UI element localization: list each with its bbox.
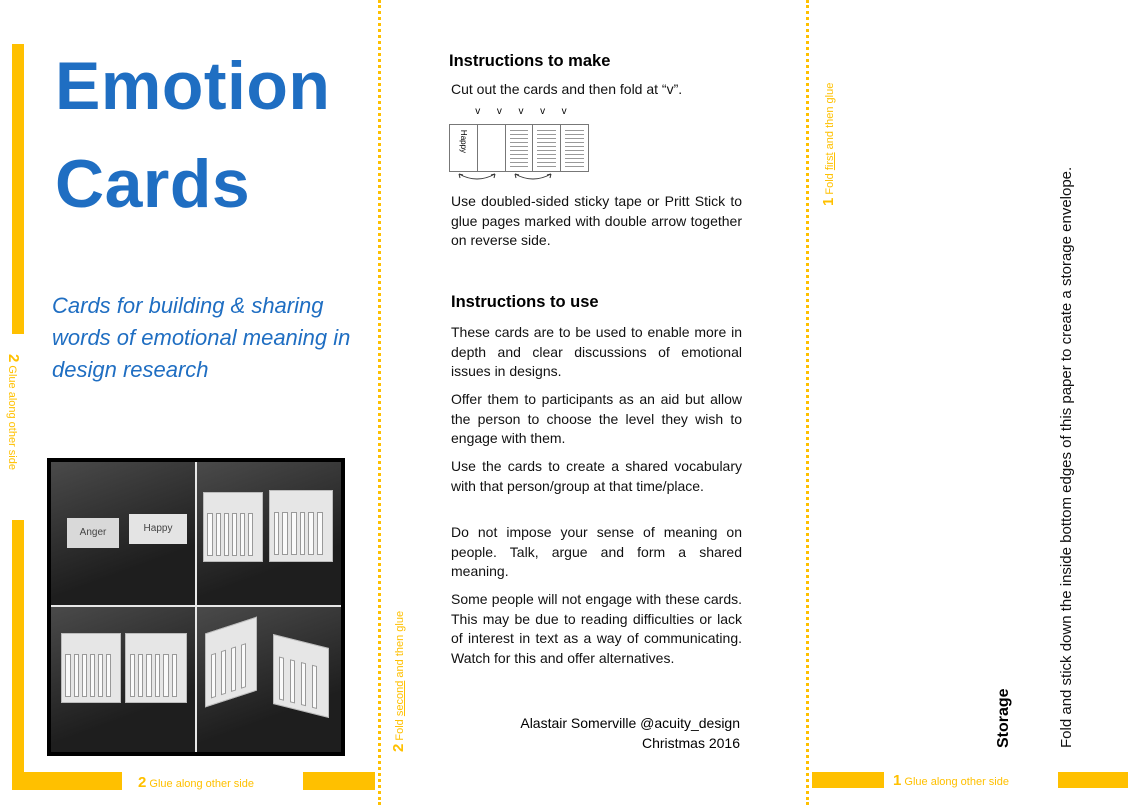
example-photo (47, 458, 345, 756)
title-line-2: Cards (55, 146, 251, 222)
double-arrow-icon (449, 170, 589, 184)
make-intro: Cut out the cards and then fold at “v”. (451, 81, 683, 97)
bottom-glue-note-left: 2 Glue along other side (138, 774, 254, 791)
fold-first-note: 1 Fold first and then glue (820, 82, 837, 206)
glue-bar-left-top (12, 44, 24, 334)
use-heading: Instructions to use (451, 293, 599, 311)
title-line-1: Emotion (55, 48, 331, 124)
photo-card-anger: Anger (67, 518, 119, 548)
diagram-label: Happy (458, 129, 468, 154)
make-heading: Instructions to make (449, 52, 611, 70)
credit-author: Alastair Somerville @acuity_design (520, 715, 740, 731)
credit (440, 713, 740, 753)
glue-bar-bottom-left (12, 772, 122, 790)
use-paragraph-3: Use the cards to create a shared vocabulary with that person/group at that time/place. (451, 458, 742, 494)
storage-label: Storage (995, 688, 1012, 748)
photo-card-happy: Happy (129, 514, 187, 544)
photo-quadrant-open-cards (197, 462, 341, 605)
use-paragraph-5: Some people will not engage with these cards. This may be due to reading difficulties or lack of interest in text as a way of communicating. Watch for this and offer alternatives. (451, 591, 742, 666)
use-paragraph-4: Do not impose your sense of meaning on people. Talk, argue and form a shared meaning. (451, 524, 742, 579)
photo-quadrant-standing-cards (197, 607, 341, 752)
glue-bar-right-bottom-b (1058, 772, 1128, 788)
make-glue-text: Use doubled-sided sticky tape or Pritt Stick to glue pages marked with double arrow together on reverse side. (451, 193, 742, 248)
fold-line-right (806, 0, 809, 805)
fold-second-note: 2 Fold second and then glue (390, 610, 407, 752)
subtitle: Cards for building & sharing words of emotional meaning in design research (52, 293, 351, 382)
photo-quadrant-closed-cards (51, 462, 195, 605)
fold-line-left (378, 0, 381, 805)
use-paragraph-1: These cards are to be used to enable more in depth and clear discussions of emotional issues in designs. (451, 324, 742, 379)
glue-bar-right-bottom-a (812, 772, 884, 788)
use-paragraph-2: Offer them to participants as an aid but allow the person to choose the level they wish to engage with them. (451, 391, 742, 446)
glue-bar-left-bottom (12, 520, 24, 790)
storage-instruction: Fold and stick down the inside bottom edges of this paper to create a storage envelope. (1058, 166, 1075, 748)
credit-date: Christmas 2016 (641, 735, 740, 751)
glue-bar-bottom-mid (303, 772, 375, 790)
fold-markers: v v v v v (475, 106, 567, 117)
photo-quadrant-folded-cards (51, 607, 195, 752)
bottom-glue-note-right: 1 Glue along other side (893, 772, 1009, 789)
fold-diagram (449, 106, 589, 184)
